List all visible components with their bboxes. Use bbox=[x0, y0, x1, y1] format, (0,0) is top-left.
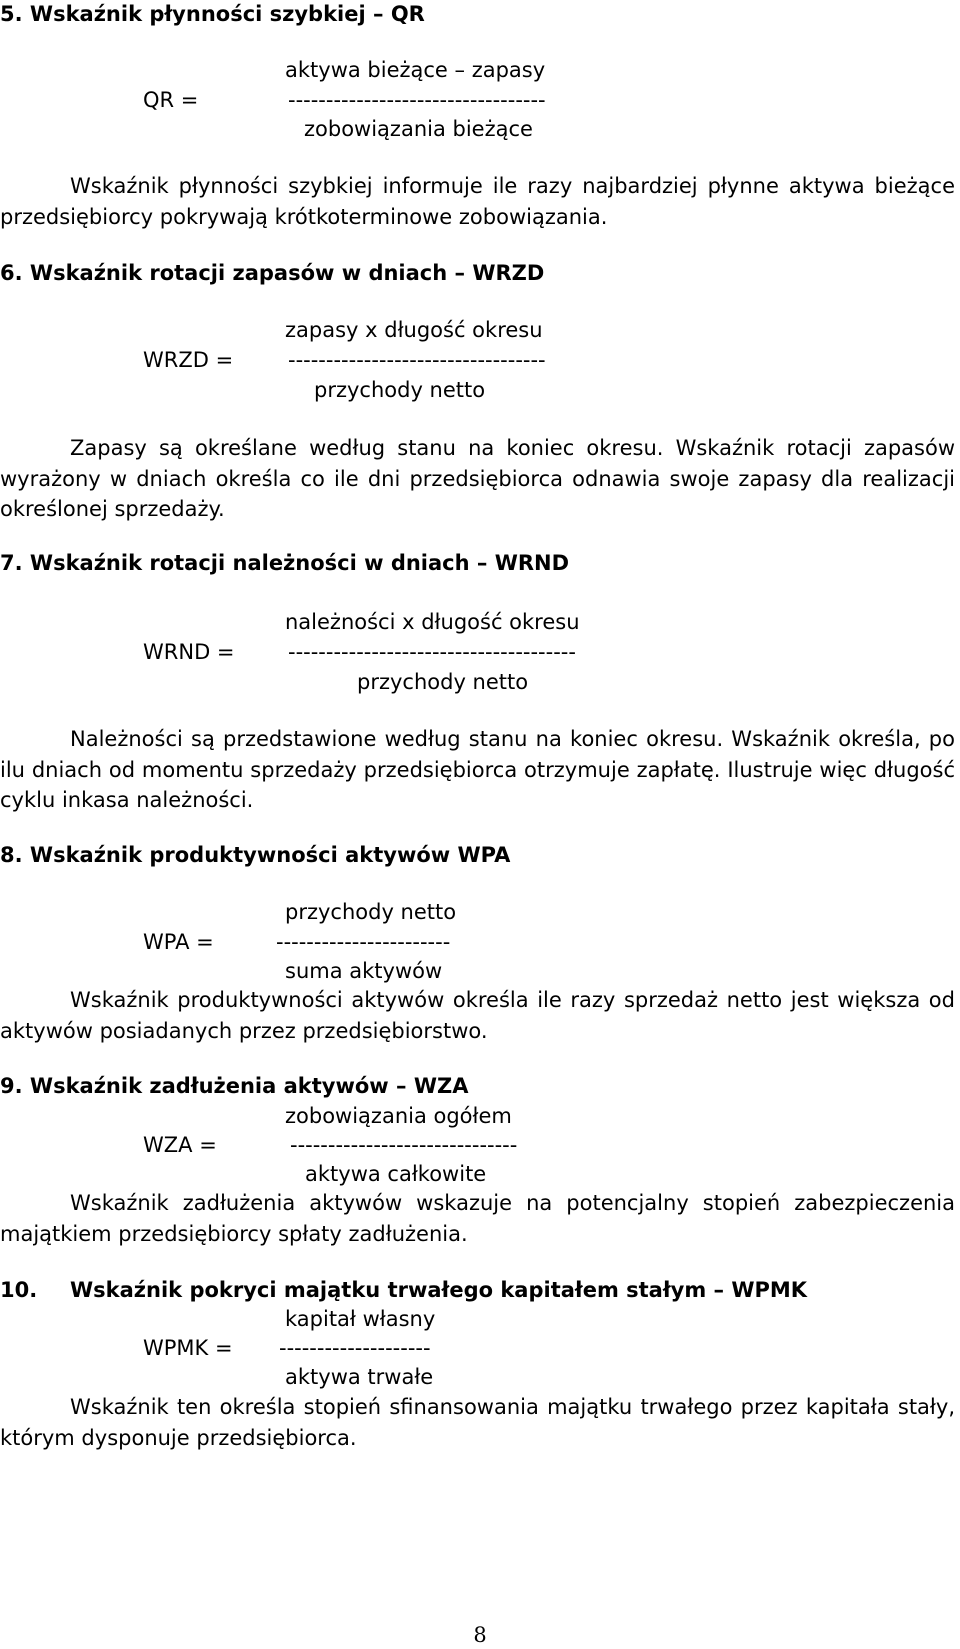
formula-denominator-qr: zobowiązania bieżące bbox=[304, 117, 533, 141]
section-heading-qr: 5. Wskaźnik płynności szybkiej – QR bbox=[0, 2, 425, 26]
formula-numerator-wpmk: kapitał własny bbox=[285, 1307, 436, 1331]
formula-line-wrnd: -------------------------------------- bbox=[288, 640, 576, 664]
section-heading-wpmk: Wskaźnik pokryci majątku trwałego kapitałem stałym – WPMK bbox=[70, 1278, 808, 1302]
formula-symbol-qr: QR = bbox=[143, 88, 199, 112]
formula-line-wpmk: -------------------- bbox=[279, 1336, 431, 1360]
formula-line-wrzd: ---------------------------------- bbox=[288, 348, 546, 372]
formula-numerator-wrzd: zapasy x długość okresu bbox=[285, 318, 543, 342]
section-heading-wza: 9. Wskaźnik zadłużenia aktywów – WZA bbox=[0, 1074, 469, 1098]
section-description-wpmk: Wskaźnik ten określa stopień sfinansowania majątku trwałego przez kapitała stały, którym dysponuje przedsiębiorca. bbox=[0, 1395, 955, 1450]
section-description-wrzd: Zapasy są określane według stanu na koniec okresu. Wskaźnik rotacji zapasów wyrażony w dniach określa co ile dni przedsiębiorca odnawia swoje zapasy dla realizacji określonej sprzedaży. bbox=[0, 436, 955, 521]
formula-symbol-wza: WZA = bbox=[143, 1133, 217, 1157]
formula-denominator-wpa: suma aktywów bbox=[285, 959, 443, 983]
section-heading-wpa: 8. Wskaźnik produktywności aktywów WPA bbox=[0, 843, 511, 867]
formula-denominator-wrnd: przychody netto bbox=[357, 670, 529, 694]
formula-symbol-wrnd: WRND = bbox=[143, 640, 235, 664]
section-description-wrnd: Należności są przedstawione według stanu na koniec okresu. Wskaźnik określa, po ilu dniach od momentu sprzedaży przedsiębiorca otrzymuje zapłatę. Ilustruje więc długość cyklu inkasa należności. bbox=[0, 727, 955, 812]
section-heading-wrnd: 7. Wskaźnik rotacji należności w dniach – WRND bbox=[0, 551, 570, 575]
section-number-wpmk: 10. bbox=[0, 1278, 38, 1302]
formula-numerator-wrnd: należności x długość okresu bbox=[285, 610, 580, 634]
formula-line-wza: ------------------------------ bbox=[290, 1133, 518, 1157]
formula-symbol-wpa: WPA = bbox=[143, 930, 214, 954]
section-heading-wrzd: 6. Wskaźnik rotacji zapasów w dniach – WRZD bbox=[0, 261, 545, 285]
formula-denominator-wrzd: przychody netto bbox=[314, 378, 486, 402]
formula-denominator-wpmk: aktywa trwałe bbox=[285, 1365, 434, 1389]
formula-denominator-wza: aktywa całkowite bbox=[305, 1162, 487, 1186]
section-description-wza: Wskaźnik zadłużenia aktywów wskazuje na potencjalny stopień zabezpieczenia majątkiem przedsiębiorcy spłaty zadłużenia. bbox=[0, 1191, 955, 1246]
formula-line-qr: ---------------------------------- bbox=[288, 88, 546, 112]
formula-symbol-wpmk: WPMK = bbox=[143, 1336, 233, 1360]
formula-line-wpa: ----------------------- bbox=[276, 930, 451, 954]
section-description-qr: Wskaźnik płynności szybkiej informuje ile razy najbardziej płynne aktywa bieżące przedsiębiorcy pokrywają krótkoterminowe zobowiązania. bbox=[0, 174, 955, 229]
formula-numerator-wza: zobowiązania ogółem bbox=[285, 1104, 512, 1128]
section-description-wpa: Wskaźnik produktywności aktywów określa ile razy sprzedaż netto jest większa od aktywów posiadanych przez przedsiębiorstwo. bbox=[0, 988, 955, 1043]
formula-symbol-wrzd: WRZD = bbox=[143, 348, 234, 372]
page-number: 8 bbox=[473, 1623, 487, 1647]
formula-numerator-qr: aktywa bieżące – zapasy bbox=[285, 58, 546, 82]
formula-numerator-wpa: przychody netto bbox=[285, 900, 457, 924]
